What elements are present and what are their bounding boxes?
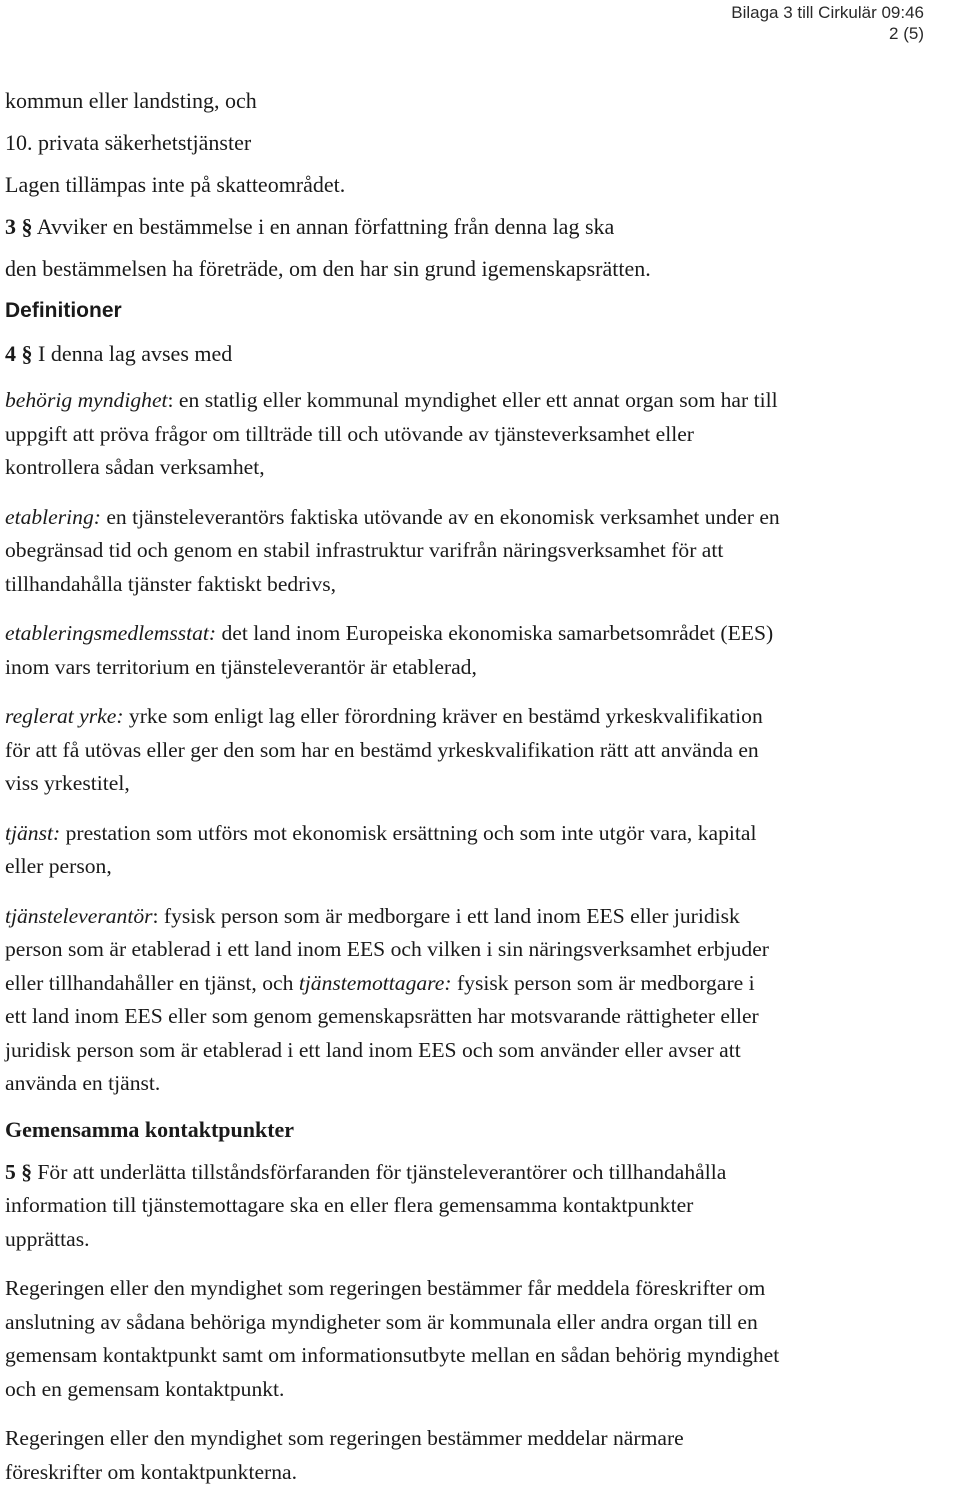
- definition-text: för att få utövas eller ger den som har en bestämd yrkeskvalifikation rätt att använda en: [5, 737, 759, 762]
- section-5: [5, 1152, 960, 1257]
- page-header: [731, 0, 924, 44]
- intro-line-1: kommun eller landsting, och: [5, 88, 257, 113]
- document-body: [5, 80, 960, 1489]
- section-3-number: 3: [5, 214, 16, 239]
- definition-text: kontrollera sådan verksamhet,: [5, 455, 265, 479]
- definition-separator: :: [167, 388, 174, 412]
- definition-text: tillhandahålla tjänster faktiskt bedrivs,: [5, 571, 337, 596]
- paragraph-text: föreskrifter om kontaktpunkterna.: [5, 1459, 298, 1484]
- section-3-text: Avviker en bestämmelse i en annan författning från denna lag ska: [32, 214, 615, 239]
- paragraph-text: anslutning av sådana behöriga myndigheter som är kommunala eller andra organ till en: [5, 1309, 758, 1334]
- section-3-line-2: den bestämmelsen ha företräde, om den har sin grund igemenskapsrätten.: [5, 256, 651, 281]
- definition-text: ett land inom EES eller som genom gemenskapsrätten har motsvarande rättigheter eller: [5, 1004, 759, 1028]
- definition-behorig-myndighet: [5, 384, 960, 485]
- definitions-heading: Definitioner: [5, 299, 122, 322]
- section-3-line-1: [5, 206, 960, 248]
- definition-term: etablering:: [5, 504, 101, 529]
- definition-term: etableringsmedlemsstat:: [5, 621, 217, 645]
- definition-text: fysisk person som är medborgare i: [451, 970, 755, 995]
- definition-text: yrke som enligt lag eller förordning kräver en bestämd yrkeskvalifikation: [123, 704, 763, 728]
- definition-tjansteleverantor: [5, 900, 960, 1101]
- definition-text: använda en tjänst.: [5, 1071, 161, 1095]
- section-5-text: För att underlätta tillståndsförfaranden för tjänsteleverantörer och tillhandahålla: [32, 1159, 727, 1184]
- definition-term: behörig myndighet: [5, 388, 168, 412]
- definition-term: tjänstemottagare:: [298, 970, 452, 995]
- intro-line-2: 10. privata säkerhetstjänster: [5, 130, 252, 155]
- paragraph-text: Regeringen eller den myndighet som regeringen bestämmer får meddela föreskrifter om: [5, 1276, 766, 1300]
- definition-text: obegränsad tid och genom en stabil infrastruktur varifrån näringsverksamhet för att: [5, 538, 724, 562]
- definition-text: en tjänsteleverantörs faktiska utövande av en ekonomisk verksamhet under en: [100, 504, 780, 529]
- definition-text: det land inom Europeiska ekonomiska samarbetsområdet (EES): [216, 621, 774, 645]
- definition-term: tjänsteleverantör: [5, 903, 153, 928]
- document-title: Bilaga 3 till Cirkulär 09:46: [731, 3, 924, 22]
- definition-text: person som är etablerad i ett land inom EES och vilken i sin näringsverksamhet erbjuder: [5, 937, 769, 961]
- definition-text: fysisk person som är medborgare i ett land inom EES eller juridisk: [158, 903, 740, 928]
- definition-text: viss yrkestitel,: [5, 771, 130, 795]
- intro-line-3: Lagen tillämpas inte på skatteområdet.: [5, 172, 346, 197]
- section-4-text: I denna lag avses med: [32, 341, 233, 366]
- paragraph-text: och en gemensam kontaktpunkt.: [5, 1376, 285, 1401]
- definition-reglerat-yrke: [5, 700, 960, 801]
- regulation-paragraph-1: [5, 1272, 960, 1406]
- definition-text: en statlig eller kommunal myndighet eller ett annat organ som har till: [173, 388, 778, 412]
- definition-term: reglerat yrke:: [5, 704, 124, 728]
- definition-etablering: [5, 501, 960, 602]
- section-sign: §: [21, 341, 33, 366]
- section-4-line: [5, 333, 960, 384]
- contact-points-heading: Gemensamma kontaktpunkter: [5, 1116, 295, 1142]
- section-5-text: upprättas.: [5, 1226, 90, 1251]
- paragraph-text: gemensam kontaktpunkt samt om informationsutbyte mellan en sådan behörig myndighet: [5, 1343, 780, 1367]
- definition-text: juridisk person som är etablerad i ett land inom EES och som använder eller avser att: [5, 1037, 741, 1062]
- definition-text: eller tillhandahåller en tjänst, och: [5, 970, 299, 995]
- page-number: 2 (5): [889, 24, 924, 43]
- definition-tjanst: [5, 817, 960, 884]
- regulation-paragraph-2: [5, 1422, 960, 1489]
- definition-term: tjänst:: [5, 820, 61, 845]
- paragraph-text: Regeringen eller den myndighet som regeringen bestämmer meddelar närmare: [5, 1426, 684, 1450]
- section-sign: §: [21, 1159, 32, 1184]
- definition-etableringsmedlemsstat: [5, 617, 960, 684]
- definition-text: eller person,: [5, 854, 112, 878]
- definition-text: inom vars territorium en tjänsteleverantör är etablerad,: [5, 654, 477, 679]
- section-5-text: information till tjänstemottagare ska en eller flera gemensamma kontaktpunkter: [5, 1193, 694, 1217]
- section-4-number: 4: [5, 341, 16, 366]
- definition-text: uppgift att pröva frågor om tillträde till och utövande av tjänsteverksamhet eller: [5, 421, 694, 446]
- section-sign: §: [21, 214, 33, 239]
- section-5-number: 5: [5, 1159, 16, 1184]
- definition-separator: :: [152, 903, 159, 928]
- definition-text: prestation som utförs mot ekonomisk ersättning och som inte utgör vara, kapital: [60, 820, 757, 845]
- section-3: [5, 206, 960, 290]
